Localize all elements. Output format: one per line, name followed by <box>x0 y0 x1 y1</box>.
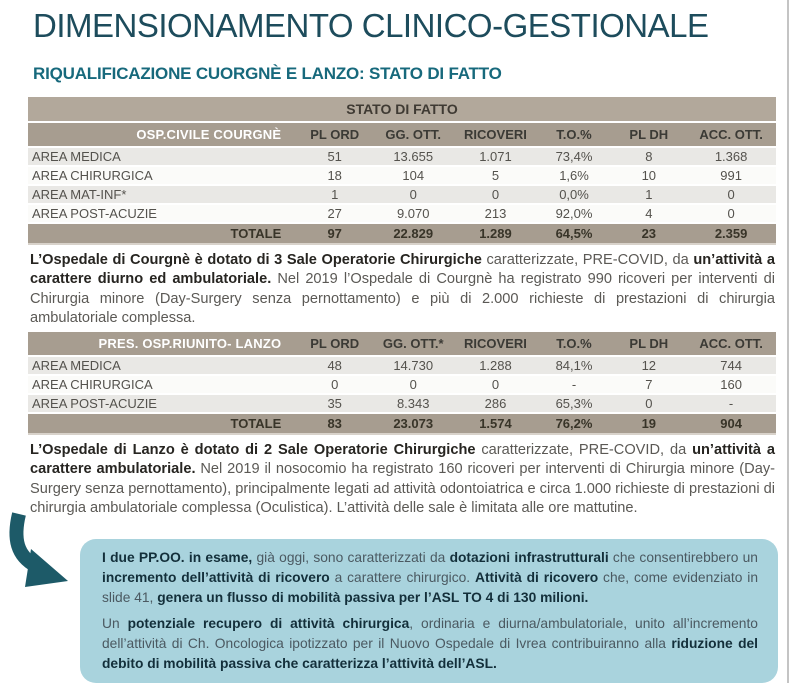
row-label: AREA POST-ACUZIE <box>28 394 297 413</box>
table-header-row <box>28 332 776 356</box>
cell-value: 97 <box>297 223 372 244</box>
bold-text-segment: un’attività a carattere ambulatoriale. <box>30 441 776 478</box>
cell-value: 904 <box>686 413 776 434</box>
cell-value: 5 <box>454 166 536 185</box>
table-row <box>28 394 776 413</box>
page-title: DIMENSIONAMENTO CLINICO-GESTIONALE <box>33 7 709 44</box>
cell-value: 22.829 <box>372 223 454 244</box>
callout-paragraph-1 <box>102 548 758 608</box>
cell-value: 0 <box>686 185 776 204</box>
cell-value: 4 <box>611 204 686 223</box>
table-total-row <box>28 223 776 244</box>
table-courgne <box>28 97 776 245</box>
column-header: PL DH <box>611 123 686 147</box>
cell-value: 1 <box>611 185 686 204</box>
cell-value: 10 <box>611 166 686 185</box>
cell-value: 0 <box>454 185 536 204</box>
table-row <box>28 147 776 166</box>
cell-value: 0 <box>297 375 372 394</box>
cell-value: 0,0% <box>537 185 612 204</box>
bold-text-segment: incremento dell’attività di ricovero <box>102 569 330 585</box>
table-caption: STATO DI FATTO <box>28 97 776 121</box>
text-segment: caratterizzate, PRE-COVID, da <box>481 251 694 268</box>
column-header: ACC. OTT. <box>686 123 776 147</box>
cell-value: 744 <box>686 356 776 375</box>
cell-value: - <box>686 394 776 413</box>
column-header: RICOVERI <box>454 123 536 147</box>
text-segment: a carattere chirurgico. <box>329 569 475 585</box>
column-header: PL ORD <box>297 123 372 147</box>
cell-value: 9.070 <box>372 204 454 223</box>
column-header: T.O.% <box>537 123 612 147</box>
cell-value: 65,3% <box>537 394 612 413</box>
cell-value: 1,6% <box>537 166 612 185</box>
cell-value: 991 <box>686 166 776 185</box>
callout-paragraph-2 <box>102 614 758 674</box>
cell-value: 0 <box>611 394 686 413</box>
cell-value: 0 <box>372 185 454 204</box>
cell-value: 8 <box>611 147 686 166</box>
lanzo-data-table <box>28 332 776 435</box>
text-segment: Nel 2019 l’Ospedale di Courgnè ha registrato 990 ricoveri per interventi di Chirurgia minore (Day-Surgery senza pernottamento) e più di 2.000 richieste di prestazioni di chirurgia ambulatoriale complessa. <box>30 271 775 327</box>
bold-text-segment: L’Ospedale di Lanzo è dotato di 2 Sale Operatorie Chirurgiche <box>30 441 476 458</box>
cell-value: 35 <box>297 394 372 413</box>
cell-value: 1.288 <box>454 356 536 375</box>
cell-value: 286 <box>454 394 536 413</box>
paragraph-courgne <box>30 251 775 329</box>
cell-value: 1.574 <box>454 413 536 434</box>
text-segment: , ordinaria e diurna/ambulatoriale, unito all’incremento dell’attività di Ch. Oncologica ipotizzato per il Nuovo Ospedale di Ivrea contribuiranno alla <box>102 615 758 651</box>
cell-value: 1.368 <box>686 147 776 166</box>
cell-value: 14.730 <box>372 356 454 375</box>
cell-value: 12 <box>611 356 686 375</box>
bold-text-segment: genera un flusso di mobilità passiva per l’ASL TO 4 di 130 milioni. <box>157 589 589 605</box>
bold-text-segment: L’Ospedale di Courgnè è dotato di 3 Sale Operatorie Chirurgiche <box>30 251 482 268</box>
table-lanzo <box>28 332 776 435</box>
cell-value: 1.289 <box>454 223 536 244</box>
cell-value: 73,4% <box>537 147 612 166</box>
table-row <box>28 375 776 394</box>
text-segment: che consentirebbero un <box>608 549 758 565</box>
column-header: GG. OTT.* <box>372 332 454 356</box>
cell-value: 23.073 <box>372 413 454 434</box>
cell-value: 84,1% <box>537 356 612 375</box>
column-header: GG. OTT. <box>372 123 454 147</box>
cell-value: 83 <box>297 413 372 434</box>
row-label: AREA MEDICA <box>28 356 297 375</box>
row-label: TOTALE <box>28 223 297 244</box>
bold-text-segment: dotazioni infrastrutturali <box>449 549 609 565</box>
section-subtitle: RIQUALIFICAZIONE CUORGNÈ E LANZO: STATO DI FATTO <box>33 63 502 83</box>
column-header: PL ORD <box>297 332 372 356</box>
column-header: ACC. OTT. <box>686 332 776 356</box>
text-segment: che, come evidenziato in slide 41, <box>102 569 758 605</box>
row-label: AREA CHIRURGICA <box>28 375 297 394</box>
cell-value: 104 <box>372 166 454 185</box>
cell-value: 7 <box>611 375 686 394</box>
cell-value: 8.343 <box>372 394 454 413</box>
table-header-row <box>28 123 776 147</box>
table-row <box>28 204 776 223</box>
table-total-row <box>28 413 776 434</box>
cell-value: 2.359 <box>686 223 776 244</box>
row-label: AREA MAT-INF* <box>28 185 297 204</box>
cell-value: 23 <box>611 223 686 244</box>
cell-value: 92,0% <box>537 204 612 223</box>
bold-text-segment: I due PP.OO. in esame, <box>102 549 253 565</box>
cell-value: 48 <box>297 356 372 375</box>
cell-value: - <box>537 375 612 394</box>
row-label: AREA CHIRURGICA <box>28 166 297 185</box>
table-row <box>28 356 776 375</box>
bold-text-segment: potenziale recupero di attività chirurgica <box>127 615 410 631</box>
bold-text-segment: Attività di ricovero <box>474 569 599 585</box>
paragraph-lanzo <box>30 441 775 519</box>
cell-value: 19 <box>611 413 686 434</box>
text-segment: già oggi, sono caratterizzati da <box>252 549 450 565</box>
text-segment: Nel 2019 il nosocomio ha registrato 160 ricoveri per interventi di Chirurgia minore (Day-Surgery senza pernottamento), principalmente legati ad attività odontoiatrica e circa 1.000 richieste di prestazioni di chirurgia ambulatoriale complessa (Oculistica). L’attività delle sale è limitata alle ore mattutine. <box>30 461 775 517</box>
callout-section <box>80 539 800 683</box>
callout-box <box>80 539 778 683</box>
cell-value: 213 <box>454 204 536 223</box>
curved-arrow-icon <box>4 511 76 595</box>
hospital-name-header: PRES. OSP.RIUNITO- LANZO <box>28 332 297 356</box>
cell-value: 51 <box>297 147 372 166</box>
column-header: PL DH <box>611 332 686 356</box>
courgne-data-table <box>28 123 776 245</box>
bold-text-segment: riduzione del debito di mobilità passiva che caratterizza l’attività dell’ASL. <box>102 635 759 671</box>
column-header: T.O.% <box>537 332 612 356</box>
cell-value: 0 <box>372 375 454 394</box>
row-label: TOTALE <box>28 413 297 434</box>
table-row <box>28 185 776 204</box>
table-row <box>28 166 776 185</box>
cell-value: 13.655 <box>372 147 454 166</box>
row-label: AREA MEDICA <box>28 147 297 166</box>
text-segment: caratterizzate, PRE-COVID, da <box>475 441 693 458</box>
cell-value: 64,5% <box>537 223 612 244</box>
text-segment: Un <box>102 615 128 631</box>
cell-value: 0 <box>686 204 776 223</box>
cell-value: 1.071 <box>454 147 536 166</box>
cell-value: 1 <box>297 185 372 204</box>
cell-value: 18 <box>297 166 372 185</box>
column-header: RICOVERI <box>454 332 536 356</box>
row-label: AREA POST-ACUZIE <box>28 204 297 223</box>
cell-value: 160 <box>686 375 776 394</box>
bold-text-segment: un’attività a carattere diurno ed ambulatoriale. <box>30 251 775 288</box>
cell-value: 27 <box>297 204 372 223</box>
cell-value: 0 <box>454 375 536 394</box>
hospital-name-header: OSP.CIVILE COURGNÈ <box>28 123 297 147</box>
cell-value: 76,2% <box>537 413 612 434</box>
